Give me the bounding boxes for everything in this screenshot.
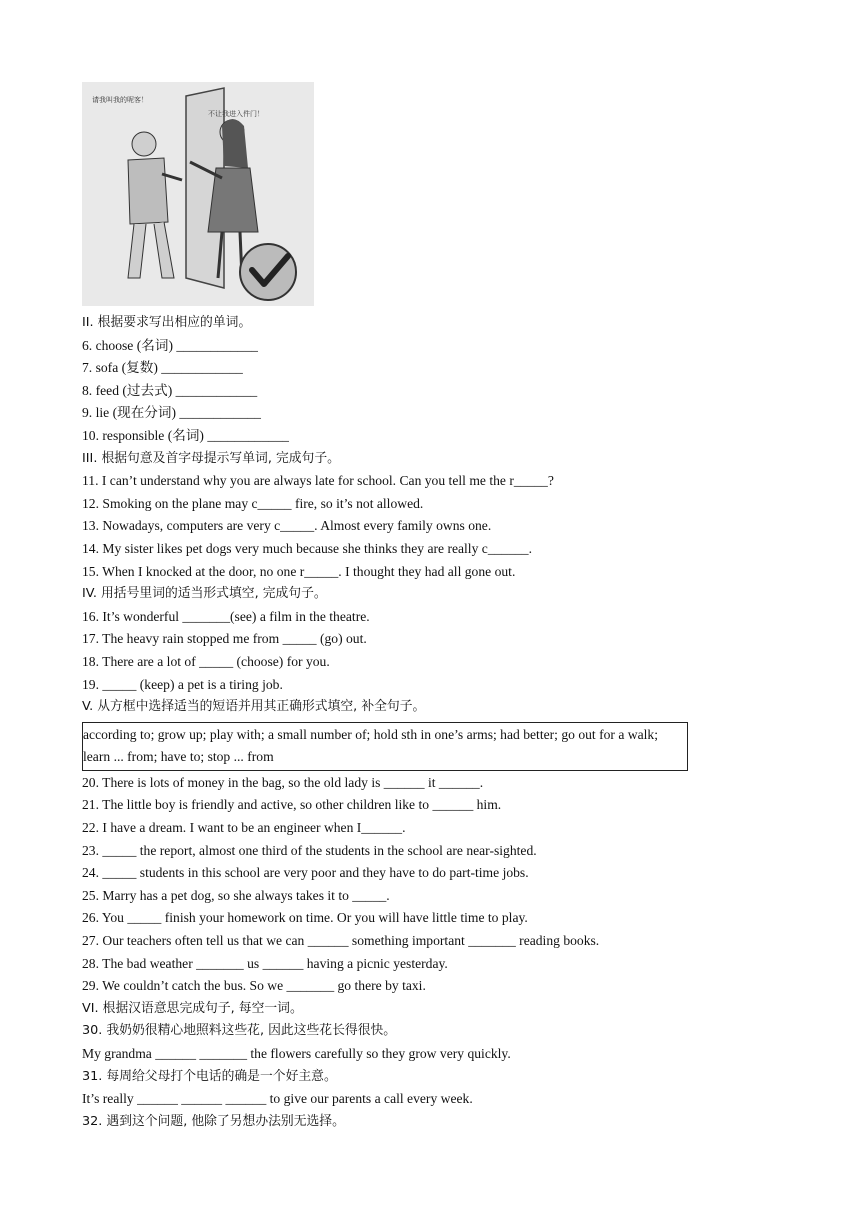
section-heading: III. 根据句意及首字母提示写单词, 完成句子。 — [82, 450, 340, 466]
cartoon-image — [82, 82, 314, 306]
exercise-line: 9. lie (现在分词) ____________ — [82, 405, 261, 421]
exercise-line: 7. sofa (复数) ____________ — [82, 360, 243, 376]
exercise-line: 25. Marry has a pet dog, so she always takes it to _____. — [82, 887, 390, 903]
exercise-line: 18. There are a lot of _____ (choose) for you. — [82, 653, 330, 669]
section-heading: 31. 每周给父母打个电话的确是一个好主意。 — [82, 1068, 337, 1084]
exercise-line: 15. When I knocked at the door, no one r_____. I thought they had all gone out. — [82, 563, 516, 579]
section-heading: V. 从方框中选择适当的短语并用其正确形式填空, 补全句子。 — [82, 699, 426, 715]
exercise-line: 6. choose (名词) ____________ — [82, 337, 258, 353]
section-heading: VI. 根据汉语意思完成句子, 每空一词。 — [82, 1000, 303, 1016]
exercise-line: 12. Smoking on the plane may c_____ fire, so it’s not allowed. — [82, 495, 424, 511]
exercise-line: 11. I can’t understand why you are always late for school. Can you tell me the r_____? — [82, 473, 554, 489]
section-heading: 30. 我奶奶很精心地照料这些花, 因此这些花长得很快。 — [82, 1023, 397, 1039]
exercise-line: 26. You _____ finish your homework on time. Or you will have little time to play. — [82, 910, 528, 926]
exercise-line: 23. _____ the report, almost one third of the students in the school are near-sighted. — [82, 842, 537, 858]
phrase-box: according to; grow up; play with; a small number of; hold sth in one’s arms; had better; go out for a walk; learn ... from; have to; stop ... from — [82, 722, 688, 771]
bubble-right-text: 不让我进入件门！ — [208, 110, 264, 118]
exercise-line: 17. The heavy rain stopped me from _____ (go) out. — [82, 631, 367, 647]
exercise-line: 22. I have a dream. I want to be an engineer when I______. — [82, 820, 406, 836]
exercise-line: 21. The little boy is friendly and active, so other children like to ______ him. — [82, 797, 502, 813]
exercise-line: 14. My sister likes pet dogs very much because she thinks they are really c______. — [82, 540, 532, 556]
section-heading: 32. 遇到这个问题, 他除了另想办法别无选择。 — [82, 1113, 345, 1129]
exercise-line: 16. It’s wonderful _______(see) a film in the theatre. — [82, 608, 370, 624]
bubble-left-text: 请我叫我的呢客！ — [92, 96, 148, 104]
exercise-line: 24. _____ students in this school are very poor and they have to do part-time jobs. — [82, 865, 529, 881]
section-heading: II. 根据要求写出相应的单词。 — [82, 315, 252, 330]
exercise-line: 20. There is lots of money in the bag, so the old lady is ______ it ______. — [82, 774, 484, 790]
exercise-content — [82, 312, 702, 1133]
illustration — [82, 82, 314, 306]
section-heading: IV. 用括号里词的适当形式填空, 完成句子。 — [82, 586, 327, 602]
check-circle-icon — [240, 244, 296, 300]
exercise-line: 19. _____ (keep) a pet is a tiring job. — [82, 676, 283, 692]
exercise-line: My grandma ______ _______ the flowers carefully so they grow very quickly. — [82, 1046, 511, 1061]
exercise-line: 8. feed (过去式) ____________ — [82, 382, 258, 398]
exercise-line: 29. We couldn’t catch the bus. So we _______ go there by taxi. — [82, 978, 426, 994]
exercise-line: 28. The bad weather _______ us ______ having a picnic yesterday. — [82, 955, 448, 971]
exercise-line: 27. Our teachers often tell us that we can ______ something important _______ reading books. — [82, 933, 600, 949]
exercise-line: 13. Nowadays, computers are very c_____. Almost every family owns one. — [82, 518, 492, 534]
exercise-line: It’s really ______ ______ ______ to give our parents a call every week. — [82, 1091, 473, 1107]
exercise-line: 10. responsible (名词) ____________ — [82, 427, 289, 443]
